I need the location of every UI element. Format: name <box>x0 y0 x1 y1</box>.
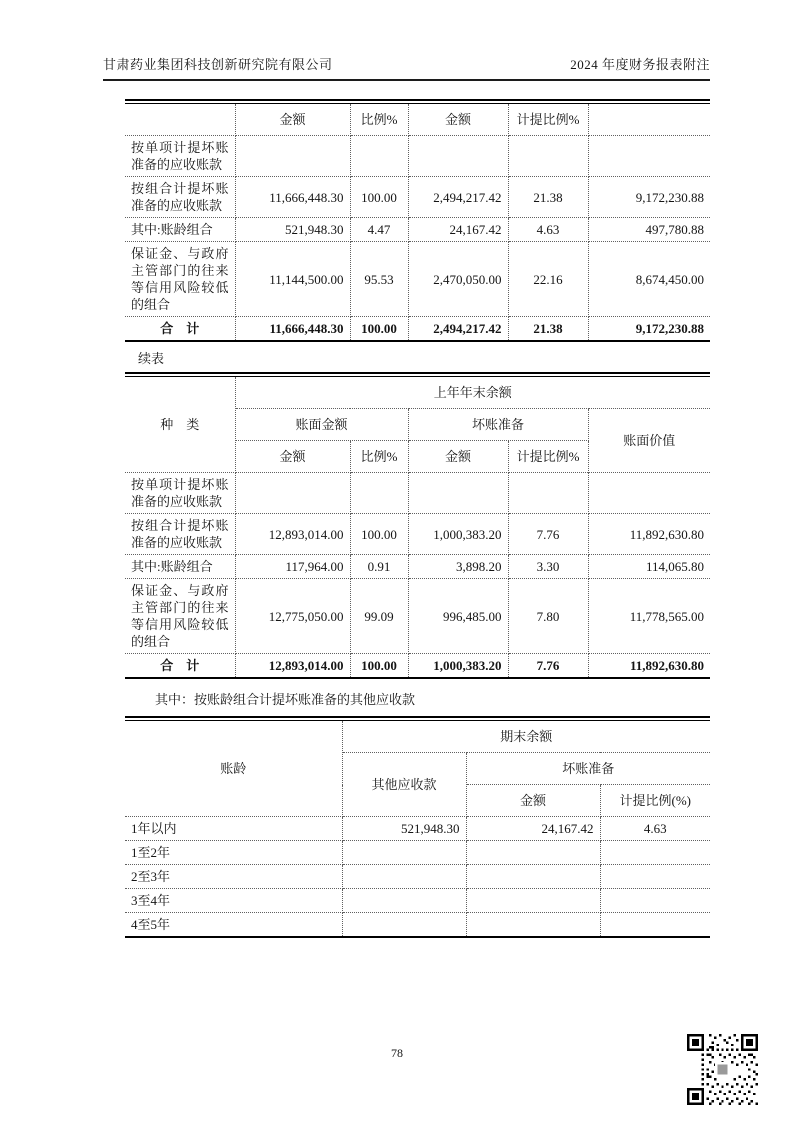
row-label: 按组合计提坏账准备的应收账款 <box>125 177 235 218</box>
col-header-ratio: 比例% <box>350 441 408 473</box>
col-header-category: 种 类 <box>125 377 235 473</box>
col-header-baddebt-amount: 金额 <box>408 104 508 136</box>
cell-ratio: 100.00 <box>350 317 408 342</box>
table-row <box>125 555 710 579</box>
table-row <box>125 177 710 218</box>
row-label-aging: 2至3年 <box>125 865 342 889</box>
cell-provision-ratio: 3.30 <box>508 555 588 579</box>
cell-amount <box>235 473 350 514</box>
cell-other-receivables <box>342 841 466 865</box>
cell-baddebt <box>466 865 600 889</box>
row-label: 按单项计提坏账准备的应收账款 <box>125 473 235 514</box>
cell-book-value: 497,780.88 <box>588 218 710 242</box>
cell-provision-ratio: 7.80 <box>508 579 588 654</box>
row-label: 按单项计提坏账准备的应收账款 <box>125 136 235 177</box>
cell-amount: 117,964.00 <box>235 555 350 579</box>
row-label-aging: 4至5年 <box>125 913 342 938</box>
table-prior-year-wrap <box>125 372 710 679</box>
cell-baddebt: 2,470,050.00 <box>408 242 508 317</box>
cell-ratio: 100.00 <box>350 654 408 679</box>
cell-baddebt: 24,167.42 <box>466 817 600 841</box>
cell-baddebt: 1,000,383.20 <box>408 654 508 679</box>
cell-provision-ratio: 7.76 <box>508 514 588 555</box>
col-header-baddebt-group: 坏账准备 <box>408 409 588 441</box>
cell-provision-ratio <box>600 841 710 865</box>
cell-book-value: 8,674,450.00 <box>588 242 710 317</box>
cell-ratio <box>350 136 408 177</box>
cell-baddebt: 1,000,383.20 <box>408 514 508 555</box>
table-row <box>125 721 710 753</box>
col-header-prior-year-group: 上年年末余额 <box>235 377 710 409</box>
page-content <box>125 99 710 938</box>
cell-amount: 11,144,500.00 <box>235 242 350 317</box>
cell-amount: 11,666,448.30 <box>235 317 350 342</box>
table-row <box>125 841 710 865</box>
cell-baddebt <box>466 889 600 913</box>
cell-provision-ratio <box>600 865 710 889</box>
row-label-aging: 1年以内 <box>125 817 342 841</box>
col-header-other-receivables: 其他应收款 <box>342 753 466 817</box>
col-header-baddebt-amount: 金额 <box>408 441 508 473</box>
cell-ratio: 100.00 <box>350 514 408 555</box>
cell-other-receivables: 521,948.30 <box>342 817 466 841</box>
table-row <box>125 136 710 177</box>
cell-baddebt <box>466 841 600 865</box>
cell-baddebt <box>466 913 600 938</box>
table-row <box>125 514 710 555</box>
table-row <box>125 104 710 136</box>
col-header-book-value: 账面价值 <box>588 409 710 473</box>
table-current-year <box>125 103 710 342</box>
cell-book-value: 9,172,230.88 <box>588 177 710 218</box>
continued-table-label: 续表 <box>138 351 165 366</box>
table-row <box>125 377 710 409</box>
cell-provision-ratio: 21.38 <box>508 317 588 342</box>
table-row <box>125 817 710 841</box>
cell-provision-ratio: 4.63 <box>600 817 710 841</box>
cell-baddebt: 3,898.20 <box>408 555 508 579</box>
row-label: 保证金、与政府主管部门的往来等信用风险较低的组合 <box>125 579 235 654</box>
qr-code <box>687 1034 758 1105</box>
cell-ratio <box>350 473 408 514</box>
cell-ratio: 100.00 <box>350 177 408 218</box>
cell-baddebt: 24,167.42 <box>408 218 508 242</box>
cell-provision-ratio: 7.76 <box>508 654 588 679</box>
cell-provision-ratio <box>600 889 710 913</box>
col-header-book-amount: 账面金额 <box>235 409 408 441</box>
cell-book-value: 11,778,565.00 <box>588 579 710 654</box>
row-label-aging: 1至2年 <box>125 841 342 865</box>
table-aging-wrap <box>125 716 710 938</box>
col-header-amount: 金额 <box>466 785 600 817</box>
cell-ratio: 95.53 <box>350 242 408 317</box>
cell-baddebt <box>408 136 508 177</box>
table-current-year-wrap <box>125 99 710 342</box>
cell-book-value <box>588 136 710 177</box>
cell-other-receivables <box>342 865 466 889</box>
col-header-baddebt-group: 坏账准备 <box>466 753 710 785</box>
col-header-provision-ratio: 计提比例(%) <box>600 785 710 817</box>
col-header-ratio: 比例% <box>350 104 408 136</box>
empty-header-cell <box>125 104 235 136</box>
col-header-period-end-group: 期末余额 <box>342 721 710 753</box>
cell-provision-ratio: 4.63 <box>508 218 588 242</box>
cell-baddebt: 2,494,217.42 <box>408 177 508 218</box>
empty-header-cell <box>588 104 710 136</box>
cell-ratio: 4.47 <box>350 218 408 242</box>
col-header-amount: 金额 <box>235 104 350 136</box>
table-aging <box>125 720 710 938</box>
cell-other-receivables <box>342 913 466 938</box>
table-row <box>125 579 710 654</box>
cell-baddebt: 996,485.00 <box>408 579 508 654</box>
note-text: 其中：按账龄组合计提坏账准备的其他应收款 <box>155 692 416 707</box>
table-total-row <box>125 654 710 679</box>
cell-amount: 11,666,448.30 <box>235 177 350 218</box>
row-label: 其中:账龄组合 <box>125 218 235 242</box>
col-header-provision-ratio: 计提比例% <box>508 441 588 473</box>
row-label: 按组合计提坏账准备的应收账款 <box>125 514 235 555</box>
cell-amount: 12,893,014.00 <box>235 654 350 679</box>
table-total-row <box>125 317 710 342</box>
cell-provision-ratio <box>508 136 588 177</box>
row-label-aging: 3至4年 <box>125 889 342 913</box>
cell-book-value: 114,065.80 <box>588 555 710 579</box>
cell-ratio: 0.91 <box>350 555 408 579</box>
table-row <box>125 242 710 317</box>
header-divider <box>103 79 710 81</box>
cell-other-receivables <box>342 889 466 913</box>
table-row <box>125 473 710 514</box>
table-row <box>125 865 710 889</box>
cell-book-value: 9,172,230.88 <box>588 317 710 342</box>
table-prior-year <box>125 376 710 679</box>
row-label-total: 合 计 <box>125 317 235 342</box>
cell-provision-ratio <box>600 913 710 938</box>
col-header-provision-ratio: 计提比例% <box>508 104 588 136</box>
cell-book-value: 11,892,630.80 <box>588 514 710 555</box>
row-label-total: 合 计 <box>125 654 235 679</box>
cell-provision-ratio: 22.16 <box>508 242 588 317</box>
table-row <box>125 889 710 913</box>
report-title: 2024 年度财务报表附注 <box>570 57 710 72</box>
page-number: 78 <box>391 1046 403 1060</box>
row-label: 其中:账龄组合 <box>125 555 235 579</box>
document-header <box>103 54 710 73</box>
cell-baddebt: 2,494,217.42 <box>408 317 508 342</box>
row-label: 保证金、与政府主管部门的往来等信用风险较低的组合 <box>125 242 235 317</box>
cell-book-value: 11,892,630.80 <box>588 654 710 679</box>
cell-amount: 521,948.30 <box>235 218 350 242</box>
cell-provision-ratio: 21.38 <box>508 177 588 218</box>
cell-amount: 12,893,014.00 <box>235 514 350 555</box>
cell-baddebt <box>408 473 508 514</box>
cell-amount <box>235 136 350 177</box>
table-row <box>125 218 710 242</box>
company-name: 甘肃药业集团科技创新研究院有限公司 <box>103 57 333 72</box>
col-header-aging: 账龄 <box>125 721 342 817</box>
cell-amount: 12,775,050.00 <box>235 579 350 654</box>
cell-book-value <box>588 473 710 514</box>
col-header-amount: 金额 <box>235 441 350 473</box>
cell-ratio: 99.09 <box>350 579 408 654</box>
table-row <box>125 913 710 938</box>
cell-provision-ratio <box>508 473 588 514</box>
